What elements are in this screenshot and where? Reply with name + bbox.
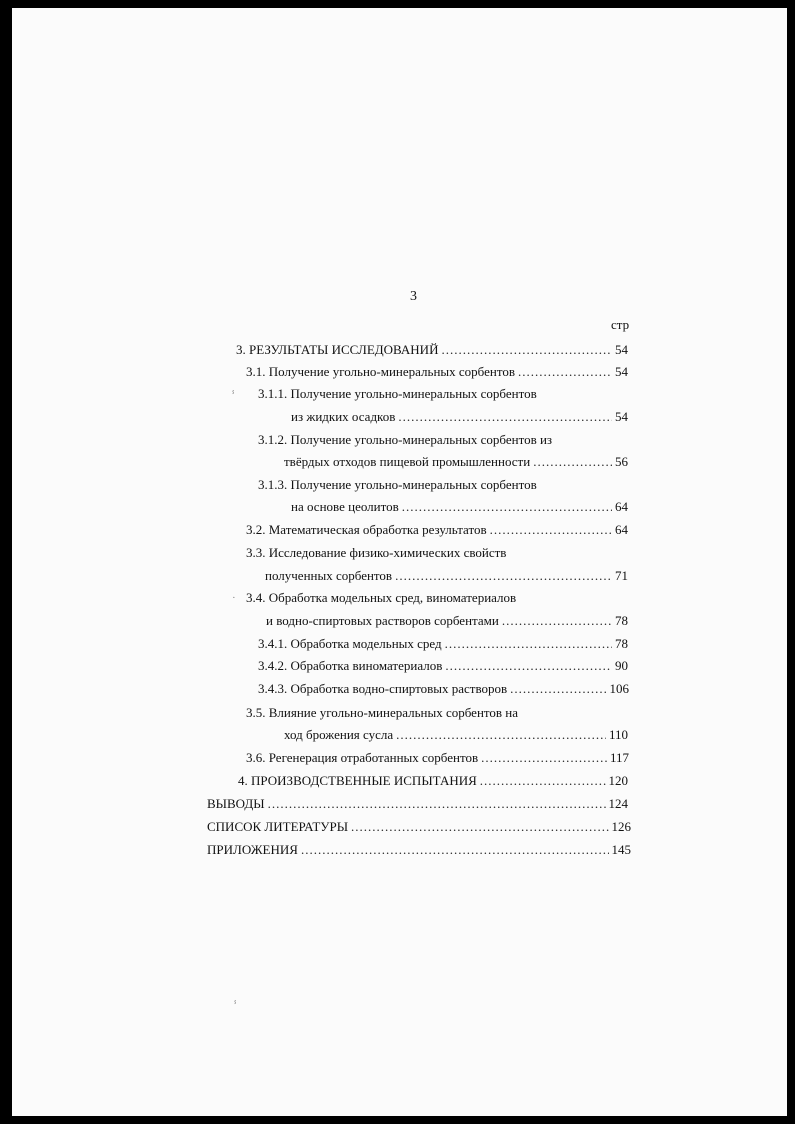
toc-leader bbox=[398, 409, 612, 425]
toc-entry-text: 3.1. Получение угольно-минеральных сорбентов bbox=[246, 364, 515, 379]
toc-entry-page: 54 bbox=[615, 342, 628, 357]
toc-entry bbox=[236, 342, 628, 358]
toc-entry bbox=[246, 545, 506, 561]
toc-entry-text: 3.1.1. Получение угольно-минеральных сорбентов bbox=[258, 386, 537, 401]
document-page bbox=[12, 8, 787, 1116]
toc-entry-text: 3. РЕЗУЛЬТАТЫ ИССЛЕДОВАНИЙ bbox=[236, 342, 439, 357]
toc-entry-text: 3.2. Математическая обработка результатов bbox=[246, 522, 487, 537]
toc-entry-page: 120 bbox=[608, 773, 628, 788]
toc-entry-text: 3.4. Обработка модельных сред, виноматериалов bbox=[246, 590, 517, 605]
toc-entry-text: 3.4.2. Обработка виноматериалов bbox=[258, 658, 443, 673]
toc-entry-page: 124 bbox=[608, 796, 628, 811]
toc-entry-text: ход брожения сусла bbox=[284, 727, 394, 742]
toc-leader bbox=[490, 522, 612, 538]
toc-entry bbox=[258, 477, 537, 493]
toc-entry-page: 78 bbox=[615, 613, 628, 628]
toc-entry-page: 71 bbox=[615, 568, 628, 583]
toc-leader bbox=[301, 842, 609, 858]
toc-entry-text: ВЫВОДЫ bbox=[207, 796, 265, 811]
toc-entry-text: 3.1.3. Получение угольно-минеральных сорбентов bbox=[258, 477, 537, 492]
toc-entry-page: 56 bbox=[615, 454, 628, 469]
toc-entry-page: 106 bbox=[609, 681, 629, 696]
toc-leader bbox=[445, 658, 612, 674]
toc-entry-text: 3.5. Влияние угольно-минеральных сорбентов на bbox=[246, 705, 519, 720]
toc-entry-page: 64 bbox=[615, 522, 628, 537]
toc-entry-page: 145 bbox=[611, 842, 631, 857]
toc-entry-page: 64 bbox=[615, 499, 628, 514]
toc-leader bbox=[441, 342, 612, 358]
toc-entry bbox=[291, 409, 628, 425]
toc-entry bbox=[258, 386, 537, 402]
toc-leader bbox=[510, 681, 606, 697]
toc-entry bbox=[284, 454, 628, 470]
toc-leader bbox=[480, 773, 606, 789]
toc-leader bbox=[445, 636, 612, 652]
toc-entry-text: на основе цеолитов bbox=[291, 499, 399, 514]
toc-entry-page: 54 bbox=[615, 409, 628, 424]
toc-entry bbox=[246, 590, 516, 606]
toc-leader bbox=[518, 364, 612, 380]
toc-entry bbox=[258, 681, 629, 697]
toc-entry-page: 117 bbox=[609, 750, 629, 765]
scan-speck-icon: ⸯ bbox=[230, 392, 237, 404]
toc-entry-text: 3.1.2. Получение угольно-минеральных сорбентов из bbox=[258, 432, 553, 447]
toc-entry bbox=[207, 842, 631, 858]
toc-entry-text: твёрдых отходов пищевой промышленности bbox=[284, 454, 531, 469]
toc-leader bbox=[351, 819, 608, 835]
toc-entry-page: 90 bbox=[615, 658, 628, 673]
scan-speck-icon: · bbox=[232, 592, 236, 604]
scan-speck-icon: ⸯ bbox=[232, 1002, 239, 1014]
toc-entry bbox=[266, 613, 628, 629]
toc-leader bbox=[502, 613, 612, 629]
toc-entry-text: 3.6. Регенерация отработанных сорбентов bbox=[246, 750, 479, 765]
toc-entry-page: 54 bbox=[615, 364, 628, 379]
toc-entry-text: 3.3. Исследование физико-химических свойств bbox=[246, 545, 507, 560]
toc-entry bbox=[246, 705, 518, 721]
toc-leader bbox=[481, 750, 607, 766]
toc-entry bbox=[291, 499, 628, 515]
toc-leader bbox=[395, 568, 612, 584]
page-column-label: стр bbox=[611, 317, 630, 332]
toc-entry-text: 3.4.3. Обработка водно-спиртовых растворов bbox=[258, 681, 508, 696]
page-number: 3 bbox=[410, 289, 417, 304]
toc-entry bbox=[246, 750, 629, 766]
toc-entry bbox=[207, 819, 631, 835]
toc-entry-text: из жидких осадков bbox=[291, 409, 396, 424]
toc-leader bbox=[396, 727, 606, 743]
toc-leader bbox=[533, 454, 612, 470]
toc-entry-text: ПРИЛОЖЕНИЯ bbox=[207, 842, 298, 857]
toc-entry bbox=[258, 636, 628, 652]
toc-leader bbox=[402, 499, 612, 515]
toc-entry bbox=[238, 773, 628, 789]
toc-entry-text: 3.4.1. Обработка модельных сред bbox=[258, 636, 442, 651]
toc-entry bbox=[258, 658, 628, 674]
toc-entry bbox=[246, 364, 628, 380]
toc-entry bbox=[265, 568, 628, 584]
toc-entry-text: и водно-спиртовых растворов сорбентами bbox=[266, 613, 499, 628]
toc-entry-page: 78 bbox=[615, 636, 628, 651]
toc-entry-page: 126 bbox=[611, 819, 631, 834]
toc-entry-text: СПИСОК ЛИТЕРАТУРЫ bbox=[207, 819, 349, 834]
toc-entry-page: 110 bbox=[608, 727, 628, 742]
toc-entry bbox=[246, 522, 628, 538]
toc-entry-text: полученных сорбентов bbox=[265, 568, 393, 583]
toc-entry-text: 4. ПРОИЗВОДСТВЕННЫЕ ИСПЫТАНИЯ bbox=[238, 773, 477, 788]
toc-entry bbox=[207, 796, 628, 812]
toc-entry bbox=[258, 432, 552, 448]
toc-leader bbox=[268, 796, 606, 812]
toc-entry bbox=[284, 727, 628, 743]
